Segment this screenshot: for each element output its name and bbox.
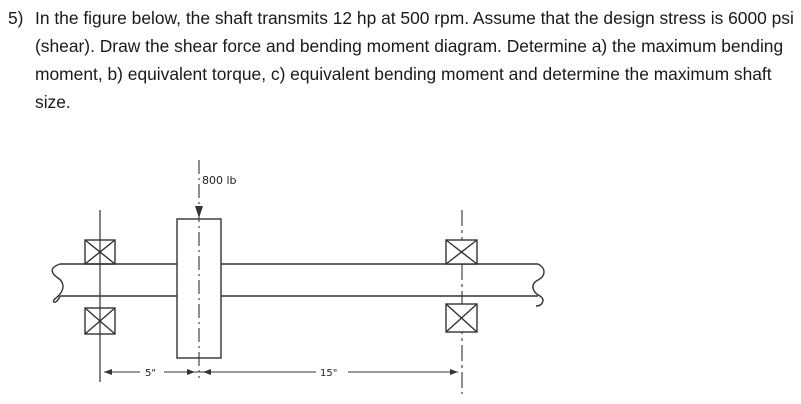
dim-left-label: 5"	[145, 368, 156, 379]
shaft-body	[60, 264, 538, 296]
problem-statement	[8, 4, 798, 116]
problem-number: 5)	[8, 8, 24, 28]
load-arrowhead	[195, 206, 203, 218]
dim-arrow-right-end	[450, 369, 458, 375]
right-bearing-top	[446, 240, 477, 264]
dim-right-label: 15"	[320, 368, 338, 379]
dim-arrow-right-start	[203, 369, 211, 375]
dim-arrow-left-end	[187, 369, 195, 375]
shaft-diagram	[0, 150, 801, 399]
right-bearing-bottom	[446, 304, 477, 332]
problem-text: In the figure below, the shaft transmits 12 hp at 500 rpm. Assume that the design stress is 6000 psi (shear). Draw the shear force and bending moment diagram. Determine a) the maximum bending moment, b) equivalent torque, c) equivalent bending moment and determine the maximum shaft size.	[35, 8, 794, 112]
dim-arrow-left-start	[104, 369, 112, 375]
load-label: 800 lb	[202, 174, 237, 187]
shaft-figure	[0, 150, 801, 399]
shaft-break-right	[533, 264, 544, 306]
